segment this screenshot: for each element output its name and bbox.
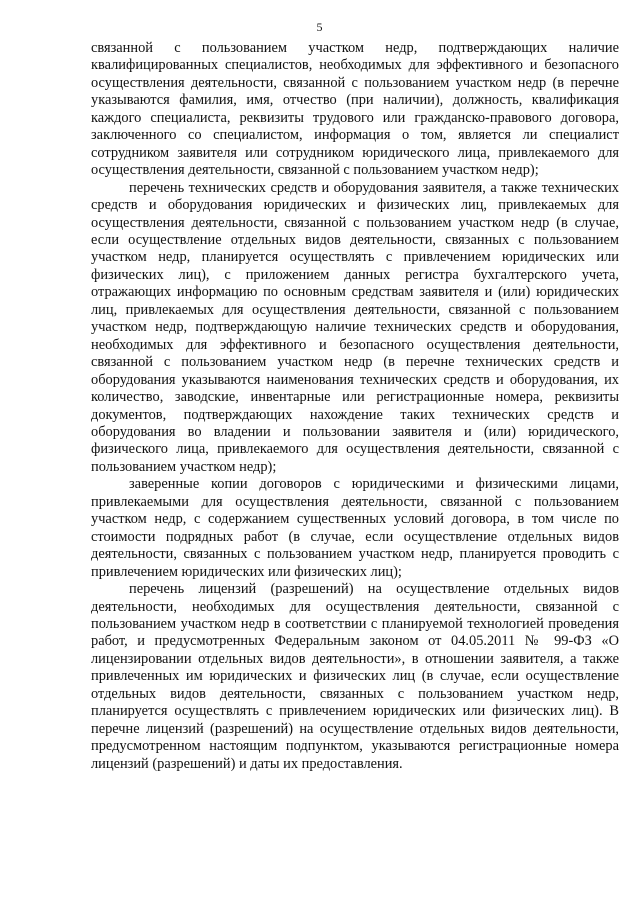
document-body bbox=[91, 40, 619, 773]
paragraph-contract-copies: заверенные копии договоров с юридическими и физическими лицами, привлекаемыми для осуществления деятельности, связанной с пользованием участком недр, с содержанием существенных условий договора, в том числе по стоимости подрядных работ (в случае, если осуществление отдельных видов деятельности, связанных с пользованием участком недр, планируется проводить с привлечением юридических или физических лиц); bbox=[91, 476, 619, 580]
paragraph-licenses-list: перечень лицензий (разрешений) на осуществление отдельных видов деятельности, необходимых для осуществления деятельности, связанной с пользованием участком недр в соответствии с планируемой технологией проведения работ, и предусмотренных Федеральным законом от 04.05.2011 № 99-ФЗ «О лицензировании отдельных видов деятельности», в отношении заявителя, а также привлеченных им юридических и физических лиц (в случае, если осуществление отдельных видов деятельности, связанных с пользованием участком недр, планируется осуществлять с привлечением юридических или физических лиц). В перечне лицензий (разрешений) на осуществление отдельных видов деятельности, предусмотренном настоящим подпунктом, указываются регистрационные номера лицензий (разрешений) и даты их предоставления. bbox=[91, 581, 619, 772]
paragraph-equipment-list: перечень технических средств и оборудования заявителя, а также технических средств и оборудования юридических и физических лиц, привлекаемых для осуществления деятельности, связанной с пользованием участком недр (в случае, если осуществление отдельных видов деятельности, связанных с пользованием участком недр, планируется осуществлять с привлечением юридических или физических лиц), с приложением данных регистра бухгалтерского учета, отражающих информацию по основным средствам заявителя и (или) юридических лиц, привлекаемых для осуществления деятельности, связанной с пользованием участком недр, подтверждающую наличие технических средств и оборудования, необходимых для эффективного и безопасного осуществления деятельности, связанной с пользованием участком недр (в перечне технических средств и оборудования указываются наименования технических средств и оборудования, их количество, заводские, инвентарные или регистрационные номера, реквизиты документов, подтверждающих нахождение таких технических средств и оборудования во владении и пользовании заявителя и (или) юридического, физического лица, привлекаемого для осуществления деятельности, связанной с пользованием участком недр); bbox=[91, 179, 619, 475]
page-number: 5 bbox=[316, 20, 323, 34]
paragraph-continuation: связанной с пользованием участком недр, подтверждающих наличие квалифицированных специалистов, необходимых для эффективного и безопасного осуществления деятельности, связанной с пользованием участком недр (в перечне указываются фамилия, имя, отчество (при наличии), должность, квалификация каждого специалиста, реквизиты трудового или гражданско-правового договора, заключенного со специалистом, информация о том, является ли специалист сотрудником заявителя или сотрудником юридического лица, привлекаемого для осуществления деятельности, связанной с пользованием участком недр); bbox=[91, 40, 619, 179]
